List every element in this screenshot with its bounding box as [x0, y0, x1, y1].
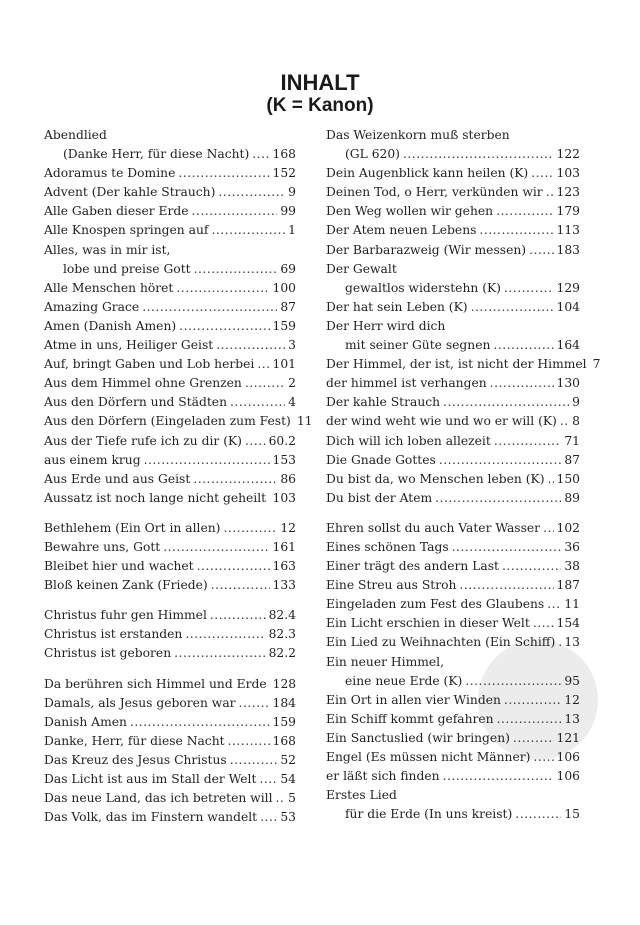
dot-leader — [216, 336, 285, 355]
toc-entry — [326, 317, 580, 336]
entry-page: 103 — [556, 166, 580, 181]
entry-title: Aus den Dörfern und Städten — [44, 395, 228, 410]
dot-leader — [558, 633, 561, 652]
toc-entry — [326, 164, 580, 183]
dot-leader — [471, 298, 554, 317]
entry-title: Christus fuhr gen Himmel — [44, 608, 207, 623]
toc-entry — [44, 317, 296, 336]
dot-leader — [194, 260, 278, 279]
toc-entry — [326, 393, 580, 412]
toc-entry — [44, 260, 296, 279]
entry-title: Eingeladen zum Fest des Glaubens — [326, 597, 545, 612]
entry-title: Damals, als Jesus geboren war — [44, 695, 236, 710]
dot-leader — [276, 789, 286, 808]
dot-leader — [193, 470, 277, 489]
dot-leader — [197, 557, 270, 576]
entry-title: Atme in uns, Heiliger Geist — [44, 338, 214, 353]
entry-page: 12 — [280, 520, 296, 535]
entry-title: Ein Ort in allen vier Winden — [326, 692, 501, 707]
entry-page: 184 — [272, 695, 296, 710]
entry-page: 53 — [280, 810, 296, 825]
entry-title: Bloß keinen Zank (Friede) — [44, 578, 208, 593]
dot-leader — [239, 694, 270, 713]
entry-page: 106 — [556, 769, 580, 784]
toc-entry — [326, 489, 580, 508]
entry-page: 69 — [280, 261, 296, 276]
dot-leader — [228, 732, 270, 751]
dot-leader — [435, 489, 561, 508]
entry-title: Ehren sollst du auch Vater Wasser — [326, 520, 541, 535]
entry-page: 15 — [564, 807, 580, 822]
dot-leader — [529, 241, 553, 260]
dot-leader — [504, 279, 554, 298]
entry-title: Eine Streu aus Stroh — [326, 578, 457, 593]
toc-group — [44, 126, 313, 508]
entry-title: Das Weizenkorn muß sterben — [326, 128, 510, 142]
toc-group — [326, 126, 601, 508]
entry-page: 1 — [288, 223, 296, 238]
entry-page: 103 — [272, 490, 296, 505]
entry-page: 11 — [296, 414, 313, 429]
entry-title: Der Atem neuen Lebens — [326, 223, 477, 238]
entry-title: Der kahle Strauch — [326, 395, 441, 410]
entry-title: Ein neuer Himmel, — [326, 654, 445, 669]
entry-title: Abendlied — [44, 128, 107, 142]
dot-leader — [560, 412, 569, 431]
toc-entry — [326, 336, 580, 355]
toc-entry — [44, 432, 296, 451]
entry-page: 150 — [556, 471, 580, 486]
dot-leader — [178, 164, 269, 183]
dot-leader — [548, 470, 554, 489]
entry-page: 183 — [556, 242, 580, 257]
entry-title: Christus ist erstanden — [44, 627, 183, 642]
dot-leader — [179, 317, 269, 336]
dot-leader — [479, 221, 553, 240]
toc-entry — [44, 183, 296, 202]
entry-page: 129 — [556, 280, 580, 295]
entry-title: gewaltlos widerstehn (K) — [345, 280, 501, 295]
toc-entry — [44, 202, 296, 221]
dot-leader — [459, 576, 553, 595]
toc-entry — [44, 675, 296, 694]
dot-leader — [130, 713, 270, 732]
toc-entry — [326, 653, 580, 672]
entry-page: 5 — [288, 791, 296, 806]
entry-page: 87 — [564, 452, 580, 467]
toc-entry — [326, 126, 580, 145]
toc-entry — [44, 606, 296, 625]
entry-title: Der Barbarazweig (Wir messen) — [326, 242, 527, 257]
dot-leader — [443, 393, 569, 412]
dot-leader — [211, 221, 285, 240]
dot-leader — [223, 519, 277, 538]
toc-column-left — [44, 126, 313, 838]
toc-entry — [326, 183, 580, 202]
entry-page: 38 — [564, 559, 580, 574]
dot-leader — [513, 729, 554, 748]
entry-title: Ein Sanctuslied (wir bringen) — [326, 730, 510, 745]
entry-page: 104 — [556, 299, 580, 314]
dot-leader — [218, 183, 285, 202]
toc-entry — [326, 710, 580, 729]
entry-page: 86 — [280, 471, 296, 486]
toc-entry — [44, 412, 313, 431]
toc-entry — [326, 557, 580, 576]
toc-entry — [326, 374, 580, 393]
entry-page: 13 — [564, 711, 580, 726]
entry-page: 2 — [288, 376, 296, 391]
entry-page: 99 — [280, 204, 296, 219]
entry-page: 60.2 — [268, 433, 296, 448]
dot-leader — [496, 202, 553, 221]
toc-entry — [326, 412, 580, 431]
toc-entry — [44, 789, 296, 808]
dot-leader — [546, 183, 554, 202]
entry-page: 9 — [572, 395, 580, 410]
toc-group — [44, 606, 296, 663]
entry-page: 121 — [556, 730, 580, 745]
entry-title: Ein Schiff kommt gefahren — [326, 711, 494, 726]
dot-leader — [531, 164, 553, 183]
entry-page: 4 — [288, 395, 296, 410]
toc-entry — [44, 808, 296, 827]
toc-entry — [44, 576, 296, 595]
entry-title: Bethlehem (Ein Ort in allen) — [44, 520, 221, 535]
entry-title: eine neue Erde (K) — [345, 673, 463, 688]
entry-title: er läßt sich finden — [326, 769, 440, 784]
toc-entry — [326, 748, 580, 767]
dot-leader — [211, 576, 270, 595]
dot-leader — [465, 672, 561, 691]
entry-page: 179 — [556, 204, 580, 219]
entry-title: Aus den Dörfern (Eingeladen zum Fest) — [44, 414, 291, 429]
dot-leader — [259, 770, 277, 789]
entry-title: Deinen Tod, o Herr, verkünden wir — [326, 185, 543, 200]
entry-page: 163 — [272, 559, 296, 574]
toc-entry — [326, 576, 580, 595]
toc-group — [326, 519, 580, 825]
toc-entry — [326, 260, 580, 279]
toc-entry — [44, 538, 296, 557]
entry-title: der himmel ist verhangen — [326, 376, 487, 391]
toc-entry — [326, 145, 580, 164]
entry-page: 187 — [556, 578, 580, 593]
toc-entry — [326, 221, 580, 240]
toc-entry — [44, 557, 296, 576]
dot-leader — [185, 625, 265, 644]
dot-leader — [192, 202, 278, 221]
toc-entry — [44, 519, 296, 538]
entry-title: Du bist da, wo Menschen leben (K) — [326, 471, 545, 486]
dot-leader — [144, 451, 270, 470]
entry-page: 3 — [288, 338, 296, 353]
entry-title: Der Gewalt — [326, 261, 397, 276]
toc-entry — [44, 732, 296, 751]
entry-page: 161 — [272, 539, 296, 554]
entry-title: Amazing Grace — [44, 299, 140, 314]
toc-entry — [326, 538, 580, 557]
entry-page: 106 — [556, 750, 580, 764]
entry-page: 168 — [272, 147, 296, 162]
toc-entry — [44, 393, 296, 412]
entry-title: Du bist der Atem — [326, 490, 433, 505]
entry-title: Alle Gaben dieser Erde — [44, 204, 189, 219]
toc-entry — [44, 470, 296, 489]
dot-leader — [257, 355, 269, 374]
dot-leader — [176, 279, 269, 298]
toc-entry — [326, 805, 580, 824]
entry-page: 12 — [564, 692, 580, 707]
dot-leader — [443, 767, 554, 786]
toc-entry — [326, 298, 580, 317]
entry-page: 8 — [572, 414, 580, 429]
dot-leader — [490, 374, 554, 393]
entry-title: mit seiner Güte segnen — [345, 338, 491, 353]
entry-title: Erstes Lied — [326, 788, 397, 803]
toc-entry — [326, 451, 580, 470]
entry-title: Dein Augenblick kann heilen (K) — [326, 166, 529, 181]
entry-title: (Danke Herr, für diese Nacht) — [63, 147, 250, 162]
toc-entry — [44, 694, 296, 713]
entry-page: 82.2 — [268, 646, 296, 661]
entry-title: Danke, Herr, für diese Nacht — [44, 733, 225, 748]
entry-page: 168 — [272, 733, 296, 748]
dot-leader — [245, 374, 285, 393]
entry-page: 164 — [556, 338, 580, 353]
toc-entry — [326, 279, 580, 298]
entry-page: 54 — [280, 772, 296, 786]
toc-entry — [326, 691, 580, 710]
entry-page: 82.4 — [268, 608, 296, 623]
entry-title: Den Weg wollen wir gehen — [326, 204, 494, 219]
entry-title: der wind weht wie und wo er will (K) — [326, 414, 557, 429]
dot-leader — [252, 145, 269, 164]
entry-page: 159 — [272, 714, 296, 729]
entry-page: 89 — [564, 490, 580, 505]
entry-page: 113 — [556, 223, 580, 238]
toc-entry — [44, 451, 296, 470]
entry-page: 102 — [556, 520, 580, 535]
dot-leader — [504, 691, 561, 710]
toc-entry — [44, 625, 296, 644]
entry-title: Bleibet hier und wachet — [44, 559, 194, 574]
toc-entry — [326, 729, 580, 748]
entry-page: 130 — [556, 376, 580, 391]
toc-entry — [326, 355, 601, 374]
entry-title: Bewahre uns, Gott — [44, 539, 161, 554]
toc-entry — [44, 279, 296, 298]
entry-title: Alles, was in mir ist, — [44, 242, 171, 257]
dot-leader — [497, 710, 562, 729]
entry-title: Das neue Land, das ich betreten will — [44, 791, 273, 806]
entry-page: 82.3 — [268, 627, 296, 642]
toc-entry — [44, 298, 296, 317]
dot-leader — [403, 145, 554, 164]
toc-entry — [326, 241, 580, 260]
entry-page: 133 — [272, 578, 296, 593]
entry-page: 100 — [272, 280, 296, 295]
toc-entry — [44, 374, 296, 393]
entry-page: 71 — [564, 433, 580, 448]
toc-entry — [326, 633, 580, 652]
dot-leader — [533, 748, 553, 767]
dot-leader — [547, 595, 561, 614]
toc-entry — [44, 770, 296, 789]
toc-entry — [44, 355, 296, 374]
toc-entry — [326, 786, 580, 805]
dot-leader — [230, 393, 285, 412]
entry-page: 123 — [556, 185, 580, 200]
page-title: INHALT — [280, 70, 360, 95]
entry-title: Adoramus te Domine — [44, 166, 176, 181]
entry-page: 52 — [280, 752, 296, 767]
entry-title: Aus der Tiefe rufe ich zu dir (K) — [44, 433, 242, 448]
entry-page: 128 — [272, 676, 297, 691]
entry-title: Eines schönen Tags — [326, 539, 449, 554]
dot-leader — [174, 644, 265, 663]
entry-page: 9 — [288, 185, 296, 200]
entry-page: 152 — [272, 166, 296, 181]
dot-leader — [452, 538, 562, 557]
dot-leader — [210, 606, 266, 625]
dot-leader — [439, 451, 562, 470]
entry-page: 154 — [556, 616, 580, 631]
toc-entry — [326, 470, 580, 489]
dot-leader — [163, 538, 269, 557]
entry-title: Aussatz ist noch lange nicht geheilt — [44, 490, 267, 505]
entry-title: Der hat sein Leben (K) — [326, 299, 468, 314]
entry-page: 7 — [592, 357, 601, 372]
toc-entry — [44, 241, 296, 260]
dot-leader — [502, 557, 561, 576]
entry-title: Auf, bringt Gaben und Lob herbei — [44, 357, 255, 372]
entry-title: (GL 620) — [345, 147, 400, 162]
entry-title: Alle Knospen springen auf — [44, 223, 209, 238]
toc-entry — [44, 644, 296, 663]
entry-title: Advent (Der kahle Strauch) — [44, 185, 216, 200]
entry-page: 95 — [564, 673, 580, 688]
entry-page: 101 — [272, 357, 296, 372]
toc-entry — [326, 519, 580, 538]
dot-leader — [533, 614, 554, 633]
toc-entry — [44, 489, 296, 508]
entry-title: Danish Amen — [44, 714, 127, 729]
toc-entry — [326, 432, 580, 451]
entry-title: für die Erde (In uns kreist) — [345, 807, 513, 822]
entry-title: Der Herr wird dich — [326, 318, 446, 333]
entry-title: Aus Erde und aus Geist — [44, 471, 191, 486]
entry-title: aus einem krug — [44, 452, 141, 467]
entry-title: Der Himmel, der ist, ist nicht der Himmel — [326, 357, 587, 372]
toc-entry — [44, 336, 296, 355]
toc-column-right — [326, 126, 601, 835]
toc-group — [44, 675, 296, 828]
toc-entry — [44, 751, 296, 770]
dot-leader — [493, 336, 553, 355]
entry-title: Einer trägt des andern Last — [326, 559, 499, 574]
toc-entry — [326, 672, 580, 691]
entry-title: Amen (Danish Amen) — [44, 318, 177, 333]
dot-leader — [260, 808, 277, 827]
entry-title: lobe und preise Gott — [63, 261, 191, 276]
entry-title: Da berühren sich Himmel und Erde — [44, 676, 267, 691]
dot-leader — [515, 805, 561, 824]
entry-page: 122 — [556, 147, 580, 162]
entry-title: Christus ist geboren — [44, 646, 172, 661]
dot-leader — [494, 432, 562, 451]
entry-title: Dich will ich loben allezeit — [326, 433, 491, 448]
toc-entry — [44, 126, 296, 145]
toc-entry — [326, 202, 580, 221]
entry-page: 153 — [272, 452, 296, 467]
toc-entry — [44, 164, 296, 183]
dot-leader — [230, 751, 278, 770]
entry-page: 87 — [280, 299, 296, 314]
entry-title: Die Gnade Gottes — [326, 452, 436, 467]
entry-title: Engel (Es müssen nicht Männer) — [326, 750, 531, 764]
entry-page: 11 — [564, 597, 580, 612]
entry-title: Aus dem Himmel ohne Grenzen — [44, 376, 242, 391]
page-subtitle: (K = Kanon) — [266, 95, 374, 116]
toc-entry — [44, 145, 296, 164]
dot-leader — [142, 298, 277, 317]
entry-title: Alle Menschen höret — [44, 280, 174, 295]
entry-title: Ein Lied zu Weihnachten (Ein Schiff) — [326, 635, 556, 650]
entry-title: Das Licht ist aus im Stall der Welt — [44, 772, 257, 786]
entry-page: 13 — [564, 635, 580, 650]
toc-entry — [326, 595, 580, 614]
entry-title: Das Volk, das im Finstern wandelt — [44, 810, 258, 825]
entry-page: 159 — [272, 318, 296, 333]
toc-group — [44, 519, 296, 595]
dot-leader — [245, 432, 266, 451]
toc-entry — [326, 767, 580, 786]
toc-entry — [44, 713, 296, 732]
toc-entry — [44, 221, 296, 240]
entry-title: Ein Licht erschien in dieser Welt — [326, 616, 530, 631]
entry-page: 36 — [564, 539, 580, 554]
dot-leader — [543, 519, 553, 538]
entry-title: Das Kreuz des Jesus Christus — [44, 752, 227, 767]
toc-entry — [326, 614, 580, 633]
